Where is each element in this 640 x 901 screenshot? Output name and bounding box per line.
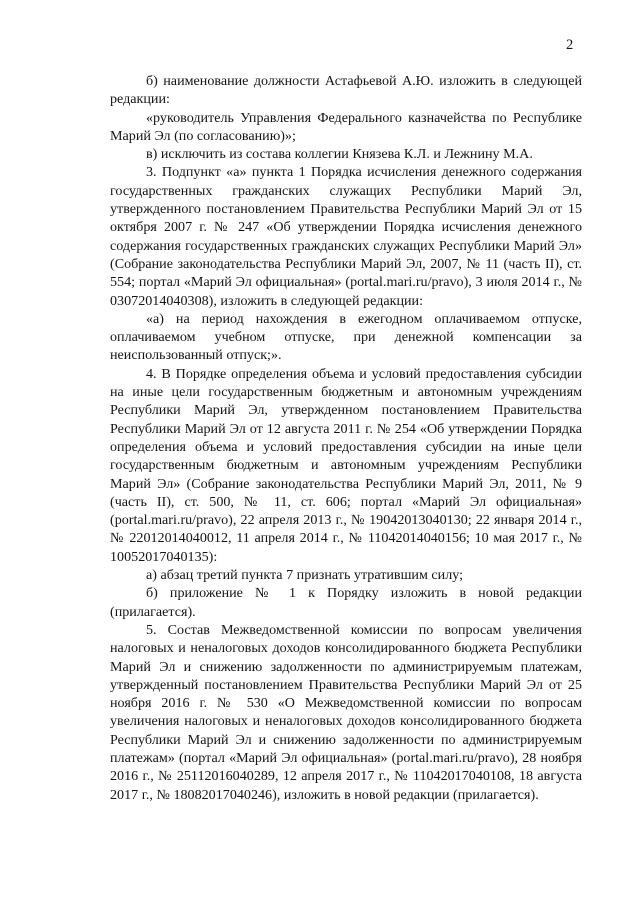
document-body <box>110 72 582 804</box>
paragraph-item-b-position-title: б) наименование должности Астафьевой А.Ю. изложить в следующей редакции: <box>110 73 582 108</box>
paragraph-point-4-item-a: а) абзац третий пункта 7 признать утратившим силу; <box>146 567 464 584</box>
paragraph-item-v-exclusion: в) исключить из состава коллегии Князева К.Л. и Лежнину М.А. <box>146 146 533 163</box>
page-number: 2 <box>566 37 574 53</box>
paragraph-point-5-commission: 5. Состав Межведомственной комиссии по вопросам увеличения налоговых и неналоговых доходов консолидированного бюджета Республики Марий Эл и снижению задолженности по администрируемым платежам, утвержденный постановлением Правительства Республики Марий Эл от 25 ноября 2016 г. № 530 «О Межведомственной комиссии по вопросам увеличения налоговых и неналоговых доходов консолидированного бюджета Республики Марий Эл и снижению задолженности по администрируемым платежам» (портал «Марий Эл официальная» (portal.mari.ru/pravo), 28 ноября 2016 г., № 25112016040289, 12 апреля 2017 г., № 11042017040108, 18 августа 2017 г., № 18082017040246), изложить в новой редакции (прилагается). <box>110 621 582 803</box>
paragraph-point-3-salary-order: 3. Подпункт «а» пункта 1 Порядка исчисления денежного содержания государственных гражданских служащих Республики Марий Эл, утвержденного постановлением Правительства Республики Марий Эл от 15 октября 2007 г. № 247 «Об утверждении Порядка исчисления денежного содержания государственных гражданских служащих Республики Марий Эл» (Собрание законодательства Республики Марий Эл, 2007, № 11 (часть II), ст. 554; портал «Марий Эл официальная» (portal.mari.ru/pravo), 3 июля 2014 г., № 03072014040308), изложить в следующей редакции: <box>110 164 582 309</box>
paragraph-point-3-new-wording: «а) на период нахождения в ежегодном оплачиваемом отпуске, оплачиваемом учебном отпуске, при денежной компенсации за неиспользованный отпуск;». <box>110 310 582 364</box>
paragraph-point-4-subsidy-order: 4. В Порядке определения объема и условий предоставления субсидии на иные цели государственным бюджетным и автономным учреждениям Республики Марий Эл, утвержденном постановлением Правительства Республики Марий Эл от 12 августа 2011 г. № 254 «Об утверждении Порядка определения объема и условий предоставления субсидии на иные цели государственным бюджетным и автономным учреждениям Республики Марий Эл» (Собрание законодательства Республики Марий Эл, 2011, № 9 (часть II), ст. 500, № 11, ст. 606; портал «Марий Эл официальная» (portal.mari.ru/pravo), 22 апреля 2013 г., № 19042013040130; 22 января 2014 г., № 22012014040012, 11 апреля 2014 г., № 11042014040156; 10 мая 2017 г., № 10052017040135): <box>110 365 582 565</box>
paragraph-new-position-wording: «руководитель Управления Федерального казначейства по Республике Марий Эл (по согласованию)»; <box>110 109 582 144</box>
paragraph-point-4-item-b: б) приложение № 1 к Порядку изложить в новой редакции (прилагается). <box>110 585 582 620</box>
